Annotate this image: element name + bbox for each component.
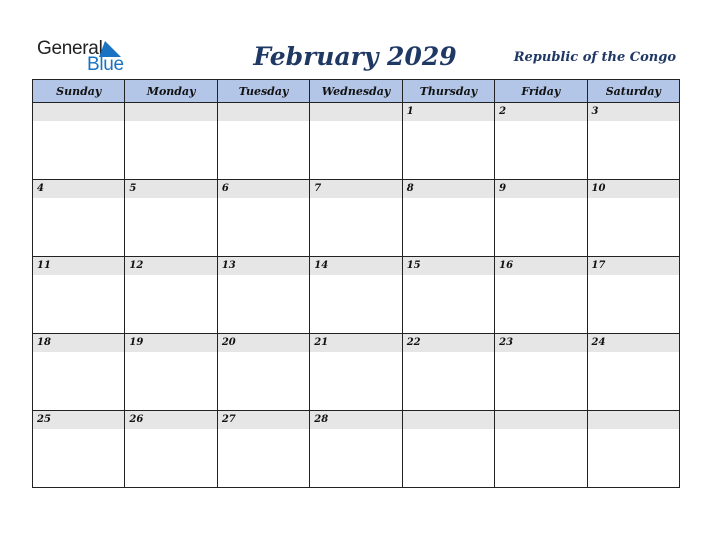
logo-text-blue: Blue <box>87 54 124 75</box>
day-cell <box>587 411 679 488</box>
weekday-header: Wednesday <box>310 80 402 103</box>
day-cell <box>125 334 217 411</box>
day-number: 3 <box>588 103 679 121</box>
day-cell <box>587 257 679 334</box>
day-number: 12 <box>125 257 216 275</box>
day-cell <box>495 411 587 488</box>
day-cell <box>125 103 217 180</box>
day-cell <box>587 103 679 180</box>
day-cell <box>125 411 217 488</box>
day-number: 15 <box>403 257 494 275</box>
country-name: Republic of the Congo <box>513 50 676 65</box>
day-number: 22 <box>403 334 494 352</box>
day-cell <box>402 334 494 411</box>
day-number: 1 <box>403 103 494 121</box>
day-number <box>588 411 679 429</box>
day-number <box>495 411 586 429</box>
day-cell <box>217 180 309 257</box>
day-cell <box>33 180 125 257</box>
day-cell <box>310 411 402 488</box>
weekday-header-row <box>33 80 680 103</box>
day-cell <box>495 180 587 257</box>
day-number: 16 <box>495 257 586 275</box>
day-cell <box>217 411 309 488</box>
weekday-header: Sunday <box>33 80 125 103</box>
day-cell <box>217 103 309 180</box>
day-cell <box>495 257 587 334</box>
day-number: 20 <box>218 334 309 352</box>
calendar-grid <box>32 79 680 488</box>
day-number: 7 <box>310 180 401 198</box>
day-number: 23 <box>495 334 586 352</box>
weekday-header: Monday <box>125 80 217 103</box>
week-row <box>33 334 680 411</box>
day-number <box>310 103 401 121</box>
day-number: 8 <box>403 180 494 198</box>
day-number: 24 <box>588 334 679 352</box>
day-cell <box>402 411 494 488</box>
day-cell <box>310 103 402 180</box>
day-cell <box>495 334 587 411</box>
day-cell <box>310 180 402 257</box>
day-number: 25 <box>33 411 124 429</box>
day-cell <box>125 257 217 334</box>
day-cell <box>310 257 402 334</box>
day-cell <box>33 103 125 180</box>
weekday-header: Thursday <box>402 80 494 103</box>
day-number: 18 <box>33 334 124 352</box>
day-cell <box>402 103 494 180</box>
generalblue-logo <box>37 38 127 74</box>
day-number <box>218 103 309 121</box>
day-number: 2 <box>495 103 586 121</box>
day-number: 9 <box>495 180 586 198</box>
day-cell <box>495 103 587 180</box>
day-number: 27 <box>218 411 309 429</box>
day-cell <box>217 334 309 411</box>
day-cell <box>310 334 402 411</box>
day-cell <box>587 334 679 411</box>
day-number: 26 <box>125 411 216 429</box>
day-number: 6 <box>218 180 309 198</box>
day-number <box>125 103 216 121</box>
week-row <box>33 411 680 488</box>
day-cell <box>33 411 125 488</box>
day-cell <box>125 180 217 257</box>
logo-text-general: General <box>37 38 103 59</box>
day-number: 21 <box>310 334 401 352</box>
week-row <box>33 257 680 334</box>
day-number <box>403 411 494 429</box>
day-number: 19 <box>125 334 216 352</box>
calendar-title: February 2029 <box>253 42 457 71</box>
week-row <box>33 180 680 257</box>
weekday-header: Friday <box>495 80 587 103</box>
day-number: 28 <box>310 411 401 429</box>
day-number: 17 <box>588 257 679 275</box>
week-row <box>33 103 680 180</box>
weekday-header: Saturday <box>587 80 679 103</box>
day-cell <box>402 257 494 334</box>
day-number: 14 <box>310 257 401 275</box>
day-cell <box>33 257 125 334</box>
day-cell <box>587 180 679 257</box>
day-cell <box>33 334 125 411</box>
day-number: 13 <box>218 257 309 275</box>
day-number: 4 <box>33 180 124 198</box>
weekday-header: Tuesday <box>217 80 309 103</box>
day-number <box>33 103 124 121</box>
day-cell <box>402 180 494 257</box>
day-cell <box>217 257 309 334</box>
day-number: 11 <box>33 257 124 275</box>
day-number: 10 <box>588 180 679 198</box>
day-number: 5 <box>125 180 216 198</box>
